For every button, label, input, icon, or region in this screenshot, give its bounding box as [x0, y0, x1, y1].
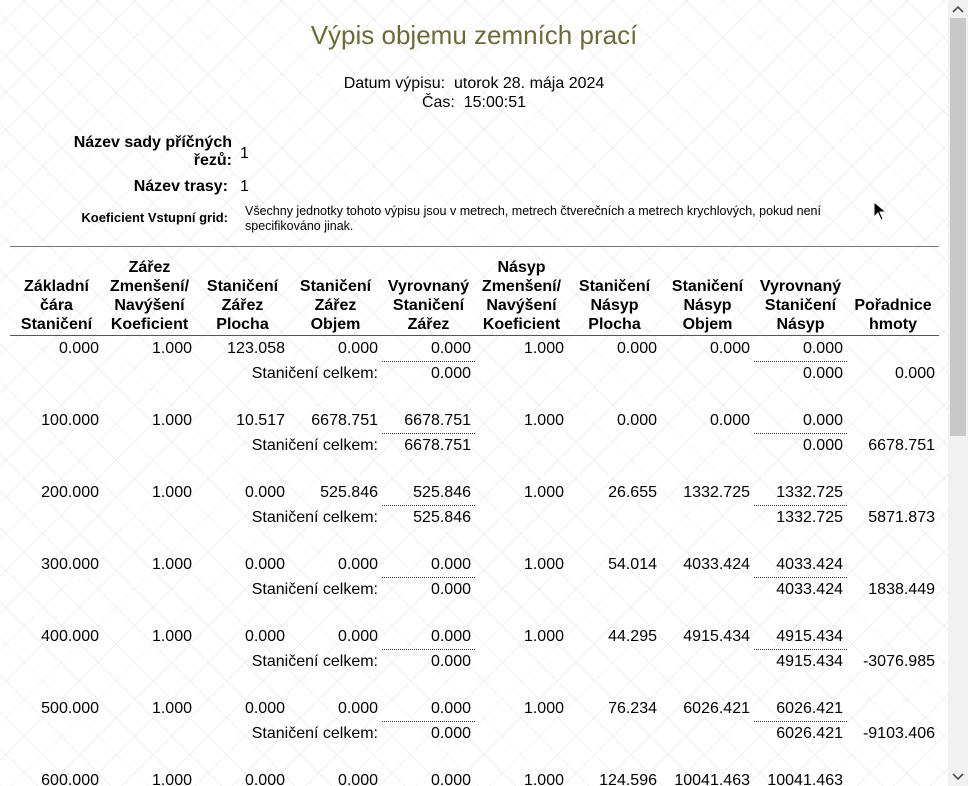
cell-fill-volume: 0.000	[709, 412, 750, 430]
set-name-label: Název sady příčných řezů:	[73, 134, 232, 169]
cell-cut-volume: 0.000	[337, 340, 378, 358]
set-name-value: 1	[240, 145, 249, 162]
cell-empty	[847, 552, 939, 578]
cell-total-fill: 4033.424	[776, 581, 843, 598]
cell-station: 200.000	[41, 484, 99, 502]
col-cut-volume-header: Staničení Zářez Objem	[289, 258, 382, 336]
cell-empty	[475, 434, 754, 458]
total-row	[10, 362, 939, 386]
cell-station: 300.000	[41, 556, 99, 574]
divider	[10, 246, 939, 247]
cell-adj-cut: 6678.751	[382, 408, 475, 434]
earthwork-table	[10, 258, 939, 786]
chevron-up-icon[interactable]	[948, 0, 968, 18]
cell-cut-area: 0.000	[244, 628, 285, 646]
total-label: Staničení celkem:	[251, 436, 378, 454]
cell-fill-volume: 10041.463	[674, 772, 750, 786]
cell-fill-area: 76.234	[608, 700, 657, 718]
spacer-cell	[10, 673, 939, 696]
cell-empty	[847, 408, 939, 434]
total-label: Staničení celkem:	[251, 724, 378, 742]
cell-cut-area: 0.000	[244, 556, 285, 574]
cell-total-cut: 6678.751	[404, 437, 471, 454]
cell-station: 400.000	[41, 628, 99, 646]
cell-cut-volume: 0.000	[337, 628, 378, 646]
total-label: Staničení celkem:	[251, 364, 378, 382]
date-value: utorok 28. mája 2024	[453, 75, 605, 92]
cell-cut-area: 123.058	[227, 340, 285, 358]
cell-fill-factor: 1.000	[523, 412, 564, 430]
table-row	[10, 768, 939, 786]
total-row	[10, 506, 939, 530]
report-date	[0, 75, 948, 93]
cell-cut-factor: 1.000	[151, 772, 192, 786]
cell-fill-factor: 1.000	[523, 484, 564, 502]
cell-cut-volume: 0.000	[337, 556, 378, 574]
route-value: 1	[240, 178, 249, 195]
total-row	[10, 434, 939, 458]
cell-adj-fill: 1332.725	[754, 480, 847, 506]
cell-total-fill: 6026.421	[776, 725, 843, 742]
cell-station: 100.000	[41, 412, 99, 430]
table-row	[10, 336, 939, 362]
col-adj-cut-header: Vyrovnaný Staničení Zářez	[382, 258, 475, 336]
total-label: Staničení celkem:	[251, 508, 378, 526]
cell-fill-factor: 1.000	[523, 772, 564, 786]
cell-empty	[847, 768, 939, 786]
cell-ordinate: 1838.449	[868, 580, 935, 598]
cell-total-cut: 0.000	[430, 581, 471, 598]
row-spacer	[10, 673, 939, 696]
cell-ordinate: 6678.751	[868, 436, 935, 454]
table-row	[10, 696, 939, 722]
total-row	[10, 650, 939, 674]
table-row	[10, 408, 939, 434]
cell-fill-volume: 4915.434	[683, 628, 750, 646]
cell-empty	[847, 336, 939, 362]
cell-empty	[475, 362, 754, 386]
cell-cut-factor: 1.000	[151, 412, 192, 430]
spacer-cell	[10, 601, 939, 624]
cell-total-cut: 0.000	[430, 653, 471, 670]
cell-adj-cut: 0.000	[430, 772, 471, 786]
cell-fill-volume: 4033.424	[683, 556, 750, 574]
total-row	[10, 722, 939, 746]
row-spacer	[10, 745, 939, 768]
report-page: Výpis objemu zemních prací Datum výpisu: utorok 28. mája 2024 Čas: 15:00:51 Název sady příčných řezů: 1 Název trasy: 1 Koeficient Vstupní grid: Všechny jednotky tohoto výpisu jsou v metrech, metrech čtverečních a metrech krychlových, pokud není specifikováno jinak. Základní čára Staničení Zářez Zmenšení/ Navýšení Koeficient Staničení Zářez Plocha Staničení Zářez Objem Vyrovnaný Staničení Zářez Násyp Zmenšení/ Navýšení Koeficient Staničení Násyp Plocha Staničení Násyp Objem Vyrovnaný Staničení Násyp Pořadnice hmoty 0.000 1.000 123.058 0.000 0.000 1.000 0.000 0.000 0.000 Staničení celkem: 0.000 0.000 0.000 100.000 1.000 10.517 6678.751 6678.751 1.000 0.000 0.000 0.000 Staničení celkem: 6678.751 0.000 6678.751 200.000 1.000 0.000 525.846 525.846 1.000 26.655 1332.725 1332.725 Staničení celkem: 525.846 1332.725 5871.873 300.000 1.000 0.000 0.000 0.000 1.000 54.014 4033.424 4033.424 Staničení celkem: 0.000 4033.424 1838.449 400.000 1.000 0.000 0.000 0.000 1.000 44.295 4915.434 4915.434 Staničení celkem: 0.000 4915.434 -3076.985 500.000 1.000 0.000 0.000 0.000 1.000 76.234 6026.421 6026.421 Staničení celkem: 0.000 6026.421 -9103.406 600.000 1.000 0.000 0.000 0.000 1.000 124.596 10041.463 10041.463	[0, 0, 948, 786]
col-station-header: Základní čára Staničení	[10, 258, 103, 336]
cell-ordinate: -3076.985	[862, 652, 935, 670]
total-row	[10, 578, 939, 602]
chevron-down-icon[interactable]	[948, 768, 968, 786]
cell-fill-area: 124.596	[599, 772, 657, 786]
cell-adj-cut: 525.846	[382, 480, 475, 506]
cell-adj-fill: 4033.424	[754, 552, 847, 578]
cell-empty	[475, 578, 754, 602]
cell-adj-cut: 0.000	[382, 552, 475, 578]
total-label: Staničení celkem:	[251, 652, 378, 670]
date-label: Datum výpisu:	[343, 75, 446, 92]
table-row	[10, 480, 939, 506]
cell-fill-area: 0.000	[616, 412, 657, 430]
col-fill-volume-header: Staničení Násyp Objem	[661, 258, 754, 336]
cell-empty	[847, 624, 939, 650]
cell-cut-area: 10.517	[236, 412, 285, 430]
cell-cut-area: 0.000	[244, 700, 285, 718]
cell-cut-volume: 0.000	[337, 772, 378, 786]
time-label: Čas:	[421, 94, 455, 111]
cell-ordinate: -9103.406	[862, 724, 935, 742]
col-cut-area-header: Staničení Zářez Plocha	[196, 258, 289, 336]
row-spacer	[10, 385, 939, 408]
time-value: 15:00:51	[463, 94, 527, 111]
cell-cut-area: 0.000	[244, 772, 285, 786]
cell-station: 500.000	[41, 700, 99, 718]
cell-station: 0.000	[58, 340, 99, 358]
col-ordinate-header: Pořadnice hmoty	[847, 258, 939, 336]
cell-cut-volume: 0.000	[337, 700, 378, 718]
cell-fill-area: 26.655	[608, 484, 657, 502]
cell-total-cut: 0.000	[430, 365, 471, 382]
mouse-pointer-icon	[873, 201, 887, 226]
cell-cut-factor: 1.000	[151, 556, 192, 574]
cell-adj-fill: 10041.463	[767, 772, 843, 786]
cell-fill-area: 54.014	[608, 556, 657, 574]
cell-adj-fill: 6026.421	[754, 696, 847, 722]
cell-cut-factor: 1.000	[151, 628, 192, 646]
report-time	[0, 94, 948, 112]
cell-cut-factor: 1.000	[151, 340, 192, 358]
cell-fill-volume: 1332.725	[683, 484, 750, 502]
cell-empty	[847, 696, 939, 722]
cell-cut-factor: 1.000	[151, 484, 192, 502]
spacer-cell	[10, 385, 939, 408]
col-cut-factor-header: Zářez Zmenšení/ Navýšení Koeficient	[103, 258, 196, 336]
table-body	[10, 336, 939, 786]
col-fill-area-header: Staničení Násyp Plocha	[568, 258, 661, 336]
cell-adj-fill: 0.000	[754, 336, 847, 362]
cell-adj-cut: 0.000	[382, 336, 475, 362]
cell-fill-volume: 0.000	[709, 340, 750, 358]
table-row	[10, 552, 939, 578]
cell-fill-volume: 6026.421	[683, 700, 750, 718]
cell-empty	[475, 722, 754, 746]
cell-adj-fill: 0.000	[754, 408, 847, 434]
cell-total-fill: 4915.434	[776, 653, 843, 670]
cell-fill-factor: 1.000	[523, 556, 564, 574]
cell-total-fill: 0.000	[802, 365, 843, 382]
cell-empty	[475, 506, 754, 530]
row-spacer	[10, 529, 939, 552]
cell-cut-area: 0.000	[244, 484, 285, 502]
spacer-cell	[10, 529, 939, 552]
cell-total-fill: 0.000	[802, 437, 843, 454]
cell-adj-fill: 4915.434	[754, 624, 847, 650]
cell-empty	[475, 650, 754, 674]
cell-fill-factor: 1.000	[523, 628, 564, 646]
table-row	[10, 624, 939, 650]
page-title: Výpis objemu zemních prací	[310, 20, 638, 50]
cell-total-cut: 0.000	[430, 725, 471, 742]
row-spacer	[10, 601, 939, 624]
cell-fill-factor: 1.000	[523, 700, 564, 718]
cell-adj-cut: 0.000	[382, 624, 475, 650]
cell-cut-volume: 525.846	[320, 484, 378, 502]
col-fill-factor-header: Násyp Zmenšení/ Navýšení Koeficient	[475, 258, 568, 336]
col-adj-fill-header: Vyrovnaný Staničení Násyp	[754, 258, 847, 336]
table-header	[10, 258, 939, 336]
spacer-cell	[10, 745, 939, 768]
cell-ordinate: 5871.873	[868, 508, 935, 526]
cell-total-fill: 1332.725	[776, 509, 843, 526]
spacer-cell	[10, 457, 939, 480]
cell-cut-factor: 1.000	[151, 700, 192, 718]
units-note: Všechny jednotky tohoto výpisu jsou v metrech, metrech čtverečních a metrech krychlových, pokud není specifikováno jinak.	[245, 204, 821, 233]
cell-cut-volume: 6678.751	[311, 412, 378, 430]
cell-fill-area: 44.295	[608, 628, 657, 646]
cell-empty	[847, 480, 939, 506]
vertical-scrollbar[interactable]	[948, 0, 968, 786]
cell-adj-cut: 0.000	[382, 696, 475, 722]
cell-station: 600.000	[41, 772, 99, 786]
cell-total-cut: 525.846	[413, 509, 471, 526]
cell-ordinate: 0.000	[894, 364, 935, 382]
cell-fill-factor: 1.000	[523, 340, 564, 358]
scrollbar-thumb[interactable]	[950, 18, 966, 436]
row-spacer	[10, 457, 939, 480]
cell-fill-area: 0.000	[616, 340, 657, 358]
total-label: Staničení celkem:	[251, 580, 378, 598]
